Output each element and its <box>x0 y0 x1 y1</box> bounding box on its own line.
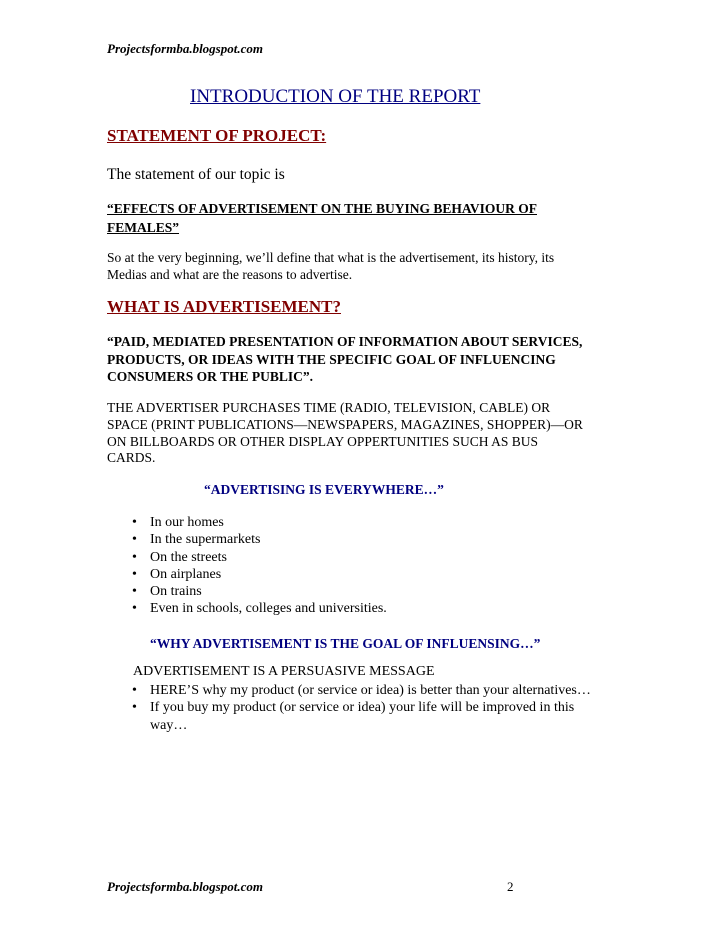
list-item: • On airplanes <box>132 566 222 582</box>
statement-paragraph-line-2: Medias and what are the reasons to advertise. <box>107 267 353 282</box>
list-item: • On the streets <box>132 549 227 565</box>
list-item: way… <box>150 717 188 733</box>
what-is-heading: WHAT IS ADVERTISEMENT? <box>107 297 341 316</box>
topic-line-2: FEMALES” <box>107 220 180 235</box>
definition-line-1: “PAID, MEDIATED PRESENTATION OF INFORMATION ABOUT SERVICES, <box>107 334 583 349</box>
report-title: INTRODUCTION OF THE REPORT <box>190 86 481 107</box>
page-number: 2 <box>507 879 514 894</box>
list-item: • HERE’S why my product (or service or idea) is better than your alternatives… <box>132 683 591 698</box>
statement-heading: STATEMENT OF PROJECT: <box>107 126 327 145</box>
definition-line-2: PRODUCTS, OR IDEAS WITH THE SPECIFIC GOAL OF INFLUENCING <box>107 352 556 367</box>
bullet-icon: • <box>132 549 137 565</box>
statement-paragraph-line-1: So at the very beginning, we’ll define that what is the advertisement, its history, its <box>107 250 555 265</box>
bullet-icon: • <box>132 515 137 530</box>
goal-lead: ADVERTISEMENT IS A PERSUASIVE MESSAGE <box>133 664 435 679</box>
bullet-icon: • <box>132 584 137 600</box>
advertiser-paragraph-line-2: SPACE (PRINT PUBLICATIONS—NEWSPAPERS, MAGAZINES, SHOPPER)—OR <box>107 417 583 432</box>
bullet-icon: • <box>132 700 137 716</box>
list-item: • Even in schools, colleges and universities. <box>132 601 387 617</box>
list-item: • In the supermarkets <box>132 532 261 548</box>
bullet-icon: • <box>132 532 137 548</box>
list-item: • In our homes <box>132 515 224 530</box>
page-footer-site: Projectsformba.blogspot.com <box>107 879 263 894</box>
everywhere-list <box>130 514 387 618</box>
everywhere-quote: “ADVERTISING IS EVERYWHERE…” <box>204 482 444 497</box>
advertiser-paragraph-line-4: CARDS. <box>107 450 156 465</box>
advertiser-paragraph-line-1: THE ADVERTISER PURCHASES TIME (RADIO, TELEVISION, CABLE) OR <box>107 400 551 415</box>
list-item: • If you buy my product (or service or idea) your life will be improved in this <box>132 700 575 716</box>
goal-list <box>130 682 591 734</box>
topic-line-1: “EFFECTS OF ADVERTISEMENT ON THE BUYING BEHAVIOUR OF <box>107 201 537 216</box>
advertiser-paragraph-line-3: ON BILLBOARDS OR OTHER DISPLAY OPPERTUNITIES SUCH AS BUS <box>107 434 538 449</box>
definition-line-3: CONSUMERS OR THE PUBLIC”. <box>107 369 314 384</box>
statement-intro: The statement of our topic is <box>107 166 285 183</box>
bullet-icon: • <box>132 683 137 698</box>
list-item: • On trains <box>132 584 202 600</box>
goal-quote: “WHY ADVERTISEMENT IS THE GOAL OF INFLUENSING…” <box>150 636 541 651</box>
bullet-icon: • <box>132 601 137 617</box>
page-header-site: Projectsformba.blogspot.com <box>107 41 263 56</box>
bullet-icon: • <box>132 566 137 582</box>
